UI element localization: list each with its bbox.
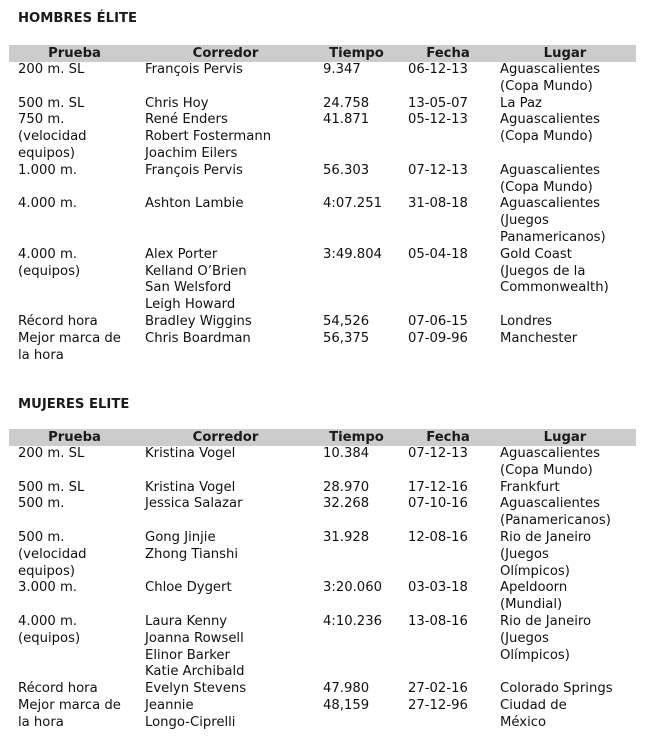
prueba-line: (velocidad (18, 546, 87, 562)
lugar-line: Apeldoorn (500, 580, 568, 596)
table-row (9, 614, 636, 681)
corredor-line: Joachim Eilers (145, 145, 238, 161)
corredor-line: Chloe Dygert (145, 580, 232, 596)
lugar-line: Colorado Springs (500, 681, 613, 697)
column-header-corredor: Corredor (140, 429, 311, 446)
table-row (9, 446, 636, 480)
column-header-fecha: Fecha (402, 429, 494, 446)
cell-fecha: 03-03-18 (408, 580, 468, 596)
cell-lugar (494, 112, 636, 162)
prueba-line: 500 m. SL (18, 95, 85, 111)
lugar-line: (Juegos (500, 213, 549, 229)
column-header-lugar: Lugar (494, 45, 636, 62)
table-row (9, 681, 636, 698)
corredor-line: François Pervis (145, 62, 243, 77)
prueba-line: (velocidad (18, 129, 87, 145)
cell-fecha: 07-10-16 (408, 496, 468, 512)
cell-prueba (9, 580, 140, 614)
cell-prueba (9, 496, 140, 530)
cell-corredor (140, 698, 311, 732)
cell-lugar (494, 530, 636, 580)
prueba-line: la hora (18, 347, 64, 363)
records-table-women (9, 429, 636, 732)
cell-corredor (140, 480, 311, 497)
lugar-line: La Paz (500, 95, 542, 111)
cell-prueba (9, 681, 140, 698)
prueba-line: 500 m. (18, 529, 65, 545)
table-header-row (9, 45, 636, 62)
lugar-line: Aguascalientes (500, 196, 600, 212)
cell-lugar (494, 96, 636, 113)
cell-fecha: 27-12-96 (408, 697, 468, 713)
corredor-line: Bradley Wiggins (145, 313, 252, 329)
corredor-line: Leigh Howard (145, 297, 236, 313)
cell-prueba (9, 698, 140, 732)
prueba-line: 4.000 m. (18, 246, 77, 262)
cell-prueba (9, 614, 140, 681)
prueba-line: 500 m. (18, 496, 65, 512)
cell-lugar (494, 480, 636, 497)
prueba-line: Mejor marca de (18, 330, 121, 346)
prueba-line: Mejor marca de (18, 697, 121, 713)
corredor-line: Elinor Barker (145, 647, 230, 663)
cell-corredor (140, 96, 311, 113)
lugar-line: Rio de Janeiro (500, 613, 592, 629)
corredor-line: René Enders (145, 112, 228, 128)
cell-corredor (140, 681, 311, 698)
cell-tiempo: 10.384 (323, 446, 370, 461)
column-header-prueba: Prueba (9, 429, 140, 446)
prueba-line: 1.000 m. (18, 162, 77, 178)
corredor-line: Gong Jinjie (145, 529, 216, 545)
cell-tiempo: 48,159 (323, 697, 370, 713)
cell-prueba (9, 530, 140, 580)
lugar-line: Commonwealth) (500, 280, 609, 296)
cell-fecha: 27-02-16 (408, 681, 468, 697)
lugar-line: Ciudad de (500, 697, 567, 713)
table-row (9, 163, 636, 197)
cell-prueba (9, 331, 140, 365)
table-body-men (9, 62, 636, 364)
cell-tiempo: 32.268 (323, 496, 370, 512)
cell-corredor (140, 331, 311, 365)
table-row (9, 196, 636, 246)
cell-corredor (140, 62, 311, 96)
corredor-line: Kelland O’Brien (145, 263, 247, 279)
lugar-line: (Copa Mundo) (500, 179, 593, 195)
cell-prueba (9, 446, 140, 480)
cell-tiempo: 3:20.060 (323, 580, 382, 596)
section-title-women: MUJERES ELITE (18, 397, 130, 412)
cell-corredor (140, 247, 311, 314)
lugar-line: Aguascalientes (500, 446, 600, 461)
lugar-line: Gold Coast (500, 246, 572, 262)
cell-fecha: 12-08-16 (408, 529, 468, 545)
corredor-line: Kristina Vogel (145, 446, 236, 461)
lugar-line: Olímpicos) (500, 563, 570, 579)
lugar-line: México (500, 714, 547, 730)
table-row (9, 314, 636, 331)
prueba-line: Récord hora (18, 681, 98, 697)
lugar-line: Manchester (500, 330, 578, 346)
cell-lugar (494, 496, 636, 530)
corredor-line: Alex Porter (145, 246, 218, 262)
cell-corredor (140, 580, 311, 614)
lugar-line: Aguascalientes (500, 162, 600, 178)
table-row (9, 331, 636, 365)
cell-fecha: 05-12-13 (408, 112, 468, 128)
corredor-line: Kristina Vogel (145, 479, 236, 495)
cell-tiempo: 28.970 (323, 479, 370, 495)
cell-fecha: 31-08-18 (408, 196, 468, 212)
corredor-line: François Pervis (145, 162, 243, 178)
cell-corredor (140, 112, 311, 162)
cell-fecha: 07-12-13 (408, 446, 468, 461)
prueba-line: 200 m. SL (18, 62, 85, 77)
corredor-line: Joanna Rowsell (145, 630, 244, 646)
cell-prueba (9, 247, 140, 314)
lugar-line: Frankfurt (500, 479, 560, 495)
cell-corredor (140, 446, 311, 480)
cell-corredor (140, 314, 311, 331)
cell-lugar (494, 62, 636, 96)
cell-tiempo: 4:10.236 (323, 613, 382, 629)
cell-tiempo: 31.928 (323, 529, 370, 545)
cell-lugar (494, 314, 636, 331)
cell-prueba (9, 196, 140, 246)
corredor-line: Laura Kenny (145, 613, 228, 629)
cell-prueba (9, 480, 140, 497)
cell-fecha: 07-12-13 (408, 162, 468, 178)
lugar-line: (Juegos (500, 630, 549, 646)
lugar-line: Aguascalientes (500, 496, 600, 512)
column-header-tiempo: Tiempo (311, 45, 402, 62)
cell-lugar (494, 614, 636, 681)
table-header-row (9, 429, 636, 446)
table-row (9, 247, 636, 314)
cell-corredor (140, 196, 311, 246)
prueba-line: (equipos) (18, 263, 81, 279)
column-header-prueba: Prueba (9, 45, 140, 62)
table-row (9, 96, 636, 113)
lugar-line: (Juegos de la (500, 263, 586, 279)
prueba-line: equipos) (18, 145, 75, 161)
cell-tiempo: 41.871 (323, 112, 370, 128)
cell-lugar (494, 698, 636, 732)
table-row (9, 580, 636, 614)
lugar-line: Londres (500, 313, 553, 329)
cell-lugar (494, 163, 636, 197)
cell-fecha: 05-04-18 (408, 246, 468, 262)
prueba-line: (equipos) (18, 630, 81, 646)
corredor-line: Robert Fostermann (145, 129, 272, 145)
prueba-line: 3.000 m. (18, 580, 77, 596)
cell-tiempo: 54,526 (323, 313, 370, 329)
column-header-corredor: Corredor (140, 45, 311, 62)
prueba-line: 500 m. SL (18, 479, 85, 495)
corredor-line: Ashton Lambie (145, 196, 244, 212)
prueba-line: 750 m. (18, 112, 65, 128)
cell-corredor (140, 614, 311, 681)
cell-tiempo: 9.347 (323, 62, 361, 77)
corredor-line: Chris Hoy (145, 95, 209, 111)
lugar-line: (Juegos (500, 546, 549, 562)
section-title-men: HOMBRES ÉLITE (18, 11, 137, 26)
column-header-tiempo: Tiempo (311, 429, 402, 446)
prueba-line: Récord hora (18, 313, 98, 329)
table-row (9, 112, 636, 162)
cell-fecha: 17-12-16 (408, 479, 468, 495)
cell-tiempo: 56.303 (323, 162, 370, 178)
cell-corredor (140, 496, 311, 530)
prueba-line: equipos) (18, 563, 75, 579)
lugar-line: (Copa Mundo) (500, 78, 593, 94)
corredor-line: Zhong Tianshi (145, 546, 239, 562)
table-row (9, 530, 636, 580)
cell-tiempo: 47.980 (323, 681, 370, 697)
records-table-men (9, 45, 636, 364)
cell-tiempo: 3:49.804 (323, 246, 382, 262)
cell-lugar (494, 247, 636, 314)
cell-prueba (9, 62, 140, 96)
cell-lugar (494, 331, 636, 365)
corredor-line: Jeannie (145, 697, 194, 713)
corredor-line: Longo-Ciprelli (145, 714, 236, 730)
lugar-line: Panamericanos) (500, 229, 606, 245)
cell-corredor (140, 530, 311, 580)
lugar-line: (Copa Mundo) (500, 462, 593, 478)
corredor-line: San Welsford (145, 280, 232, 296)
cell-fecha: 07-09-96 (408, 330, 468, 346)
table-body-women (9, 446, 636, 732)
cell-tiempo: 24.758 (323, 95, 370, 111)
lugar-line: Rio de Janeiro (500, 529, 592, 545)
cell-tiempo: 4:07.251 (323, 196, 382, 212)
corredor-line: Evelyn Stevens (145, 681, 247, 697)
cell-lugar (494, 446, 636, 480)
cell-prueba (9, 314, 140, 331)
cell-fecha: 13-05-07 (408, 95, 468, 111)
corredor-line: Katie Archibald (145, 664, 245, 680)
table-row (9, 698, 636, 732)
prueba-line: 4.000 m. (18, 196, 77, 212)
column-header-fecha: Fecha (402, 45, 494, 62)
cell-prueba (9, 112, 140, 162)
lugar-line: Aguascalientes (500, 112, 600, 128)
corredor-line: Jessica Salazar (145, 496, 243, 512)
cell-tiempo: 56,375 (323, 330, 370, 346)
prueba-line: la hora (18, 714, 64, 730)
lugar-line: (Panamericanos) (500, 513, 611, 529)
table-row (9, 480, 636, 497)
cell-fecha: 06-12-13 (408, 62, 468, 77)
lugar-line: (Mundial) (500, 597, 563, 613)
cell-corredor (140, 163, 311, 197)
cell-fecha: 07-06-15 (408, 313, 468, 329)
cell-lugar (494, 681, 636, 698)
cell-lugar (494, 196, 636, 246)
table-row (9, 62, 636, 96)
prueba-line: 4.000 m. (18, 613, 77, 629)
cell-fecha: 13-08-16 (408, 613, 468, 629)
cell-lugar (494, 580, 636, 614)
lugar-line: Olímpicos) (500, 647, 570, 663)
cell-prueba (9, 163, 140, 197)
lugar-line: (Copa Mundo) (500, 129, 593, 145)
corredor-line: Chris Boardman (145, 330, 251, 346)
lugar-line: Aguascalientes (500, 62, 600, 77)
table-row (9, 496, 636, 530)
prueba-line: 200 m. SL (18, 446, 85, 461)
column-header-lugar: Lugar (494, 429, 636, 446)
cell-prueba (9, 96, 140, 113)
